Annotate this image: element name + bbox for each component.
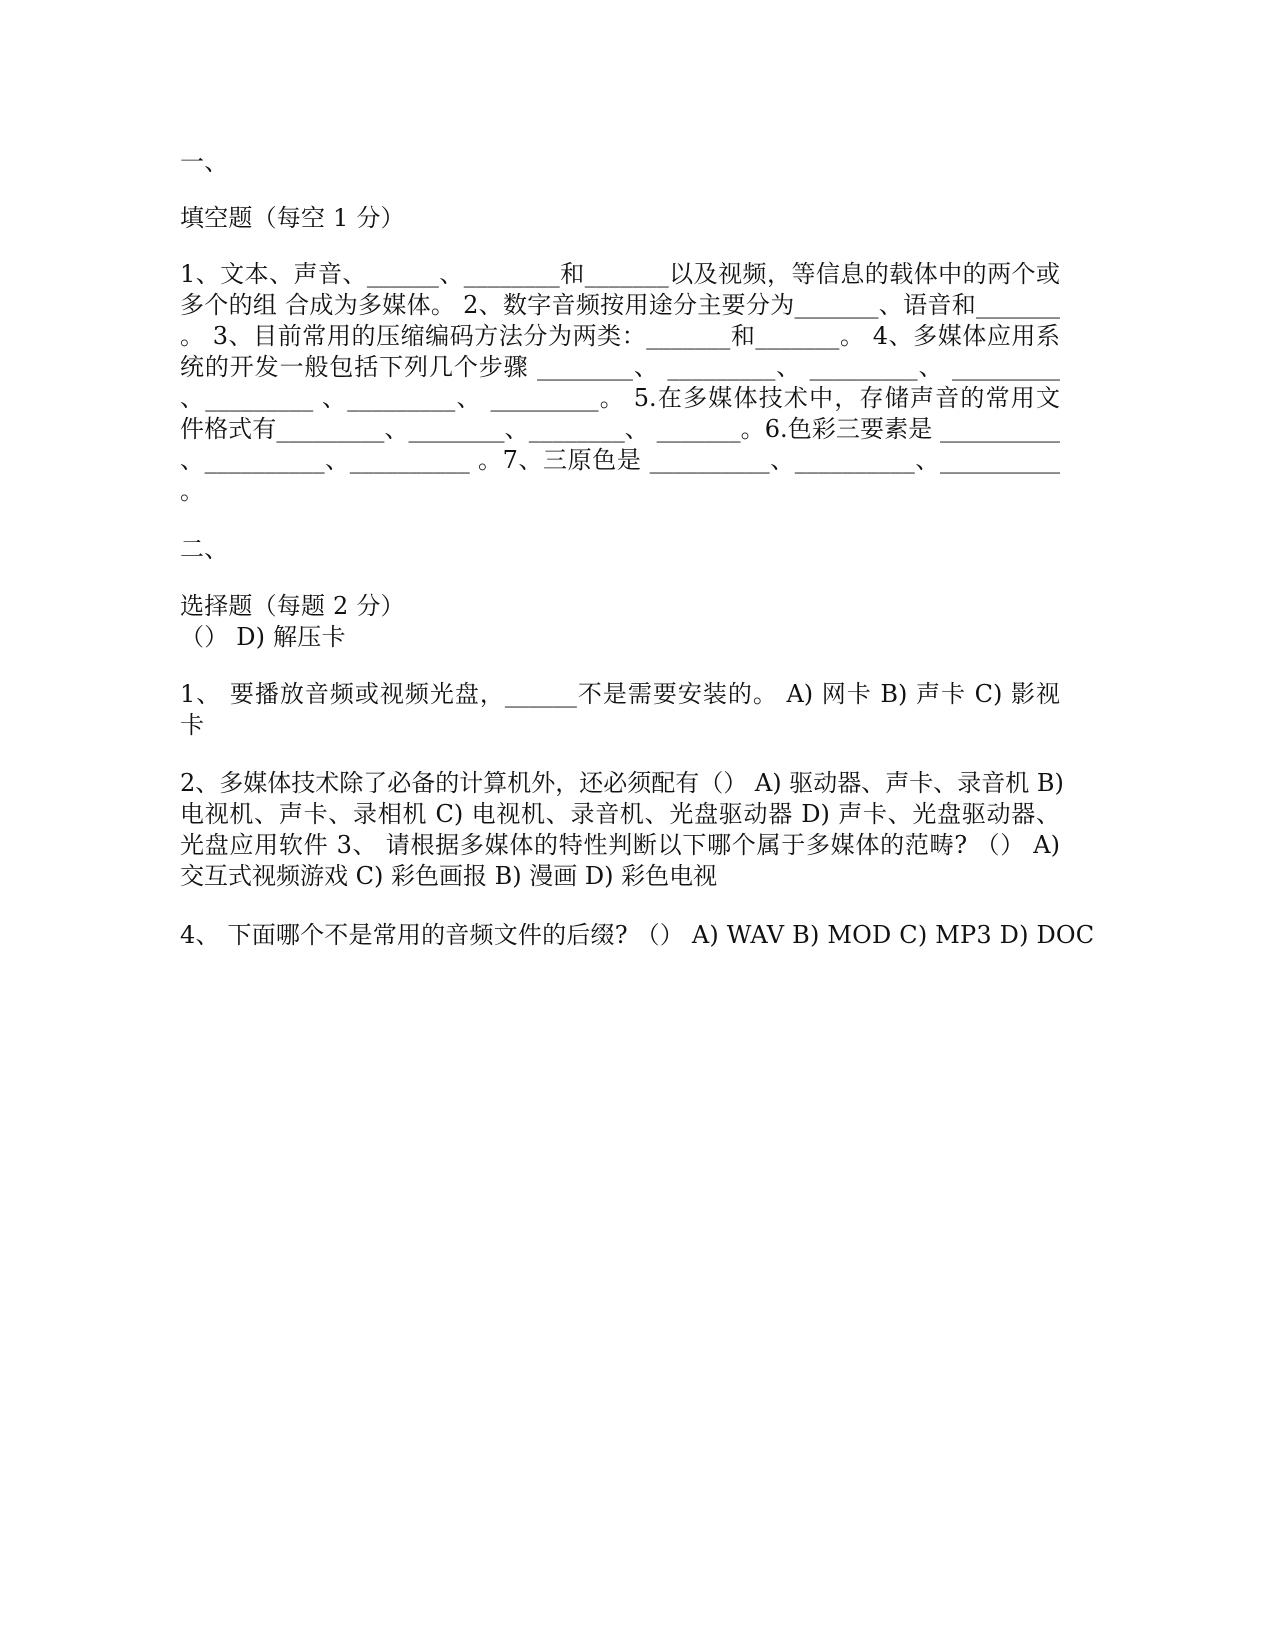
text-line: 统的开发一般包括下列几个步骤 ________、 _________、 _________、 _________ (180, 353, 1060, 381)
text-line: 2、多媒体技术除了必备的计算机外，还必须配有（） A) 驱动器、声卡、录音机 B) (180, 769, 1064, 797)
text-line: 。 3、目前常用的压缩编码方法分为两类：_______和_______。 4、多媒体应用系 (180, 322, 1060, 350)
text-line: 卡 (180, 711, 204, 739)
fill-in-blank-paragraph (180, 259, 1060, 507)
text-line: 。 (180, 477, 204, 505)
text-line: （） D) 解压卡 (180, 623, 346, 651)
question-2-3 (180, 768, 1064, 892)
text-line: 1、文本、声音、______、________和_______以及视频，等信息的载体中的两个或 (180, 260, 1060, 288)
section-heading: 填空题（每空 1 分） (180, 204, 405, 232)
question-4: 4、 下面哪个不是常用的音频文件的后缀? （） A) WAV B) MOD C) MP3 D) DOC (180, 921, 1095, 949)
document-page (180, 0, 1095, 1650)
text-line: 1、 要播放音频或视频光盘，______不是需要安装的。 A) 网卡 B) 声卡 C) 影视 (180, 680, 1060, 708)
text-line: 光盘应用软件 3、 请根据多媒体的特性判断以下哪个属于多媒体的范畴? （） A) (180, 831, 1060, 859)
text-line: 、_________ 、_________、 _________。 5.在多媒体技术中，存储声音的常用文 (180, 384, 1060, 412)
text-line: 件格式有_________、________、________、 _______。6.色彩三要素是 __________ (180, 415, 1060, 443)
section-number: 二、 (180, 535, 229, 563)
text-line: 、__________、__________ 。7、三原色是 __________、__________、__________ (180, 446, 1060, 474)
text-line: 电视机、声卡、录相机 C) 电视机、录音机、光盘驱动器 D) 声卡、光盘驱动器、 (180, 800, 1060, 828)
question-1 (180, 679, 1060, 741)
section-number: 一、 (180, 148, 229, 176)
section-heading: 选择题（每题 2 分） (180, 592, 405, 620)
text-line: 交互式视频游戏 C) 彩色画报 B) 漫画 D) 彩色电视 (180, 862, 718, 890)
text-line: 多个的组 合成为多媒体。 2、数字音频按用途分主要分为_______、语音和_______ (180, 291, 1060, 319)
